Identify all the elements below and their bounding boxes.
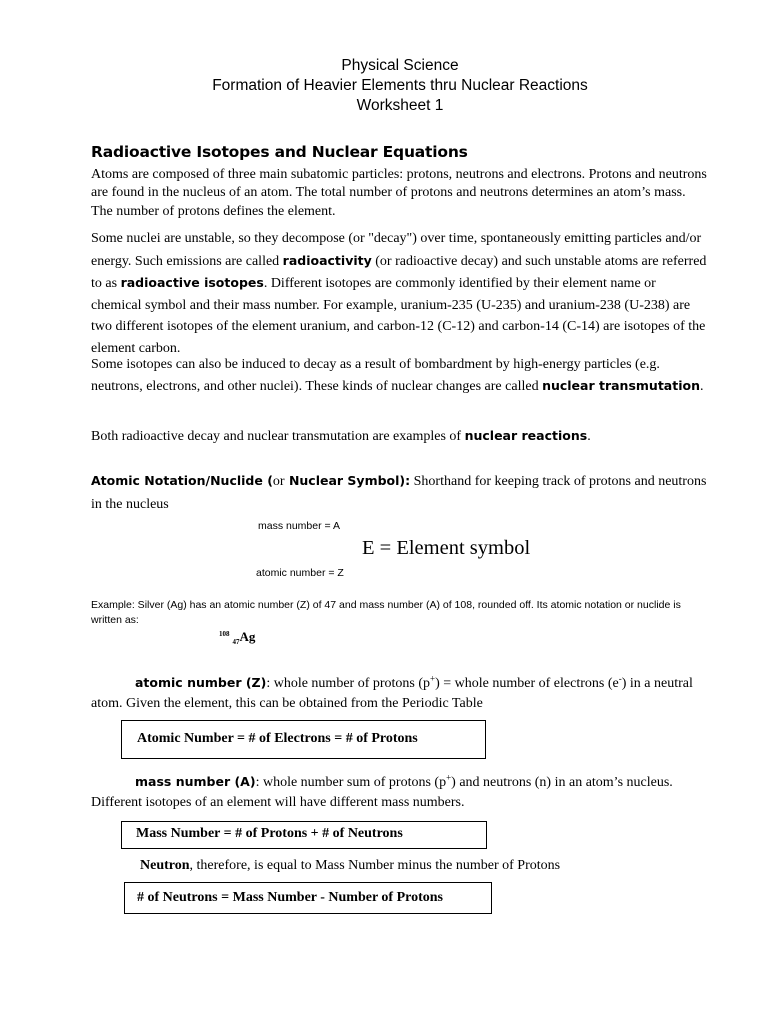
nuclide-atomic-number: 47: [232, 638, 240, 646]
notation-definition: [91, 469, 707, 516]
mass-number-label: mass number = A: [258, 520, 340, 532]
section-heading: Radioactive Isotopes and Nuclear Equations: [91, 143, 468, 161]
text-run: : whole number sum of protons (p: [255, 775, 447, 790]
paragraph-radioactivity: [91, 228, 707, 359]
notation-heading-or: or: [272, 474, 285, 489]
title-topic: Formation of Heavier Elements thru Nuclear Reactions: [212, 77, 588, 94]
neutron-formula-box: # of Neutrons = Mass Number - Number of Protons: [124, 882, 492, 914]
paragraph-subatomic: Atoms are composed of three main subatomic particles: protons, neutrons and electrons. Protons and neutrons are found in the nucleus of an atom. The total number of protons and neutrons determines an atom’s mass. The number of protons defines the element.: [91, 167, 707, 219]
text-run: (or radioactive decay) and such unstable atoms are referred to as: [91, 253, 707, 291]
document-title: [0, 56, 768, 116]
minus-sign: -: [618, 673, 622, 684]
silver-example: Example: Silver (Ag) has an atomic number (Z) of 47 and mass number (A) of 108, rounded off. Its atomic notation or nuclide is written as:: [91, 599, 681, 626]
notation-heading-a: Atomic Notation/Nuclide (: [91, 473, 273, 488]
notation-description: Shorthand for keeping track of protons and neutrons in the nucleus: [91, 474, 707, 512]
term-mass-number: mass number (A): [135, 774, 256, 789]
title-course: Physical Science: [341, 57, 459, 74]
plus-sign: +: [430, 673, 436, 684]
paragraph-nuclear-reactions: [91, 427, 707, 446]
text-run: Both radioactive decay and nuclear transmutation are examples of: [91, 429, 465, 444]
nuclide-mass-number: 108: [219, 630, 230, 638]
atomic-number-formula-box: Atomic Number = # of Electrons = # of Protons: [121, 720, 486, 759]
mass-number-definition: [91, 772, 707, 813]
term-neutron: Neutron: [140, 858, 190, 873]
text-run: Some isotopes can also be induced to decay as a result of bombardment by high-energy particles (e.g. neutrons, electrons, and other nuclei). These kinds of nuclear changes are called: [91, 357, 660, 394]
mass-number-formula-box: Mass Number = # of Protons + # of Neutrons: [121, 821, 487, 849]
text-run: , therefore, is equal to Mass Number minus the number of Protons: [189, 858, 561, 873]
title-worksheet: Worksheet 1: [356, 97, 444, 114]
element-symbol-label: E = Element symbol: [362, 537, 531, 559]
atomic-number-definition: [91, 673, 707, 713]
text-run: ) and neutrons (n) in an atom’s nucleus. Different isotopes of an element will have different mass numbers.: [91, 775, 673, 810]
text-run: Some nuclei are unstable, so they decompose (or "decay") over time, spontaneously emitting particles and/or energy. Such emissions are called: [91, 231, 702, 269]
nuclide-symbol: Ag: [239, 629, 256, 644]
silver-nuclide: [219, 628, 255, 646]
text-run: ) in a neutral atom. Given the element, this can be obtained from the Periodic Table: [91, 676, 693, 711]
term-atomic-number: atomic number (Z): [135, 675, 267, 690]
term-radioactive-isotopes: radioactive isotopes: [120, 275, 264, 290]
term-nuclear-reactions: nuclear reactions: [464, 428, 588, 443]
term-nuclear-transmutation: nuclear transmutation: [542, 378, 700, 393]
neutron-statement: [140, 857, 700, 875]
text-run: . Different isotopes are commonly identified by their element name or chemical symbol and their mass number. For example, uranium-235 (U-235) and uranium-238 (U-238) are two different isotopes of the element uranium, and carbon-12 (C-12) and carbon-14 (C-14) are isotopes of the element carbon.: [91, 276, 706, 356]
text-run: : whole number of protons (p: [266, 676, 431, 691]
term-radioactivity: radioactivity: [282, 252, 372, 268]
plus-sign: +: [446, 772, 452, 783]
atomic-number-label: atomic number = Z: [256, 567, 344, 579]
text-run: .: [587, 429, 591, 444]
text-run: .: [699, 379, 704, 394]
text-run: ) = whole number of electrons (e: [435, 676, 619, 691]
paragraph-transmutation: [91, 354, 707, 397]
notation-heading-b: Nuclear Symbol):: [284, 473, 411, 488]
